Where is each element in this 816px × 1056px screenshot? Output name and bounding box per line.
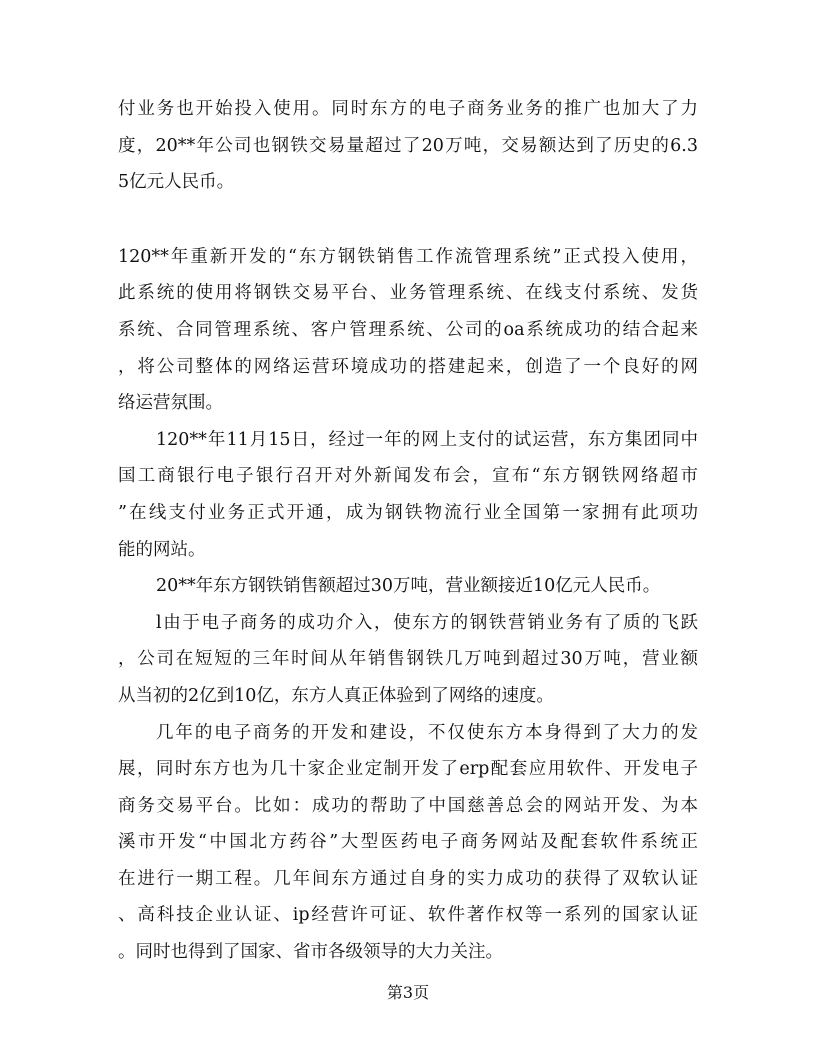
text-line: 展，同时东方也为几十家企业定制开发了erp配套应用软件、开发电子	[118, 759, 698, 780]
text-line: 从当初的2亿到10亿，东方人真正体验到了网络的速度。	[118, 685, 554, 706]
text-line: 。同时也得到了国家、省市各级领导的大力关注。	[118, 942, 503, 963]
text-line: 此系统的使用将钢铁交易平台、业务管理系统、在线支付系统、发货	[118, 283, 698, 304]
text-line: 付业务也开始投入使用。同时东方的电子商务业务的推广也加大了力	[118, 99, 698, 119]
text-line: 几年的电子商务的开发和建设，不仅使东方本身得到了大力的发	[156, 722, 698, 743]
text-line: 络运营氛围。	[118, 393, 223, 414]
paragraph-gap	[118, 201, 698, 239]
paragraph	[118, 91, 698, 201]
text-line: 在进行一期工程。几年间东方通过自身的实力成功的获得了双软认证	[118, 868, 698, 889]
text-line: l由于电子商务的成功介入，使东方的钢铁营销业务有了质的飞跃	[156, 612, 698, 633]
paragraph	[118, 568, 698, 605]
paragraph	[118, 605, 698, 715]
text-line: 溪市开发“中国北方药谷”大型医药电子商务网站及配套软件系统正	[118, 832, 698, 853]
text-line: 国工商银行电子银行召开对外新闻发布会，宣布“东方钢铁网络超市	[118, 466, 698, 487]
paragraph	[118, 422, 698, 568]
text-line: 120**年重新开发的“东方钢铁销售工作流管理系统”正式投入使用，	[118, 246, 698, 267]
paragraph	[118, 715, 698, 971]
text-line: 120**年11月15日，经过一年的网上支付的试运营，东方集团同中	[156, 429, 698, 450]
text-line: ”在线支付业务正式开通，成为钢铁物流行业全国第一家拥有此项功	[118, 502, 698, 523]
text-line: 20**年东方钢铁销售额超过30万吨，营业额接近10亿元人民币。	[156, 576, 661, 597]
page-number: 第3页	[386, 983, 430, 1002]
text-line: 系统、合同管理系统、客户管理系统、公司的oa系统成功的结合起来	[118, 319, 698, 340]
document-body	[118, 91, 698, 971]
text-line: ，将公司整体的网络运营环境成功的搭建起来，创造了一个良好的网	[118, 356, 698, 377]
paragraph	[118, 239, 698, 422]
text-line: 度，20**年公司也钢铁交易量超过了20万吨，交易额达到了历史的6.3	[118, 135, 698, 156]
text-line: ，公司在短短的三年时间从年销售钢铁几万吨到超过30万吨，营业额	[118, 649, 698, 670]
text-line: 5亿元人民币。	[118, 172, 235, 193]
text-line: 、高科技企业认证、ip经营许可证、软件著作权等一系列的国家认证	[118, 905, 698, 926]
text-line: 能的网站。	[118, 539, 206, 560]
text-line: 商务交易平台。比如：成功的帮助了中国慈善总会的网站开发、为本	[118, 795, 698, 816]
